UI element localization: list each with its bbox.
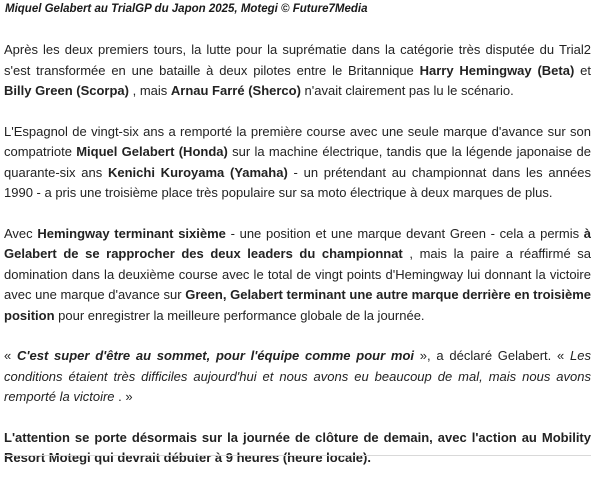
- paragraph-4-quote: [4, 346, 591, 408]
- paragraph-text: sur la machine électrique, tandis que la légende japonaise de quarante-six ans: [4, 144, 591, 180]
- photo-caption: Miquel Gelabert au TrialGP du Japon 2025, Motegi © Future7Media: [5, 3, 368, 15]
- paragraph-text: pour enregistrer la meilleure performance globale de la journée.: [54, 307, 425, 323]
- paragraph-text: n'avait clairement pas lu le scénario.: [300, 83, 514, 98]
- paragraph-text: L'Espagnol de vingt-six ans a remporté la première course avec une seule marque d'avance sur son compatriote: [4, 123, 591, 159]
- quote-bold-italic: C'est super d'être au sommet, pour l'équipe comme pour moi: [17, 348, 415, 363]
- highlight-hemingway-sixth: Hemingway terminant sixième: [37, 225, 226, 241]
- quote-italic: Les conditions étaient très difficiles aujourd'hui et nous avons eu beaucoup de mal, mais nous avons remporté la victoire: [4, 348, 592, 404]
- paragraph-text: , mais: [128, 83, 171, 98]
- closing-bold-text: L'attention se porte désormais sur la journée de clôture de demain, avec l'action au Mobility Resort Motegi qui devrait débuter à 9 heures (heure locale).: [4, 429, 591, 465]
- paragraph-text: - une position et une marque devant Green - cela a permis: [225, 225, 584, 241]
- rider-harry-hemingway: Harry Hemingway (Beta): [419, 62, 575, 78]
- rider-kenichi-kuroyama: Kenichi Kuroyama (Yamaha): [107, 164, 288, 180]
- paragraph-text: , mais la paire a réaffirmé sa domination dans la deuxième course avec le total de vingt points d'Hemingway lui donnant la victoire avec une marque d'avance sur: [4, 246, 592, 302]
- article-body: [4, 40, 591, 469]
- quote-mark: . »: [114, 389, 133, 404]
- paragraph-1: [4, 40, 591, 102]
- paragraph-text: Avec: [4, 225, 38, 241]
- paragraph-text: Après les deux premiers tours, la lutte pour la suprématie dans la catégorie très disputée du Trial2 s'est transformée en une bataille à deux pilotes entre le Britannique: [4, 42, 591, 78]
- rider-arnau-farre: Arnau Farré (Sherco): [170, 83, 301, 98]
- divider: [4, 455, 591, 456]
- paragraph-3: [4, 224, 591, 327]
- rider-miquel-gelabert: Miquel Gelabert (Honda): [76, 144, 228, 159]
- paragraph-text: et: [574, 62, 591, 78]
- rider-billy-green: Billy Green (Scorpa): [4, 83, 129, 98]
- paragraph-2: [4, 122, 591, 204]
- highlight-green-gelabert-third: Green, Gelabert terminant une autre marque derrière en troisième position: [4, 287, 591, 323]
- paragraph-text: - un prétendant au championnat dans les années 1990 - a pris une troisième place très populaire sur sa moto électrique à deux marques de plus.: [4, 164, 591, 200]
- quote-mark: «: [4, 348, 17, 363]
- paragraph-5: [4, 428, 591, 469]
- highlight-gelabert-closer: à Gelabert de se rapprocher des deux leaders du championnat: [4, 225, 592, 261]
- paragraph-text: », a déclaré Gelabert. «: [414, 348, 571, 363]
